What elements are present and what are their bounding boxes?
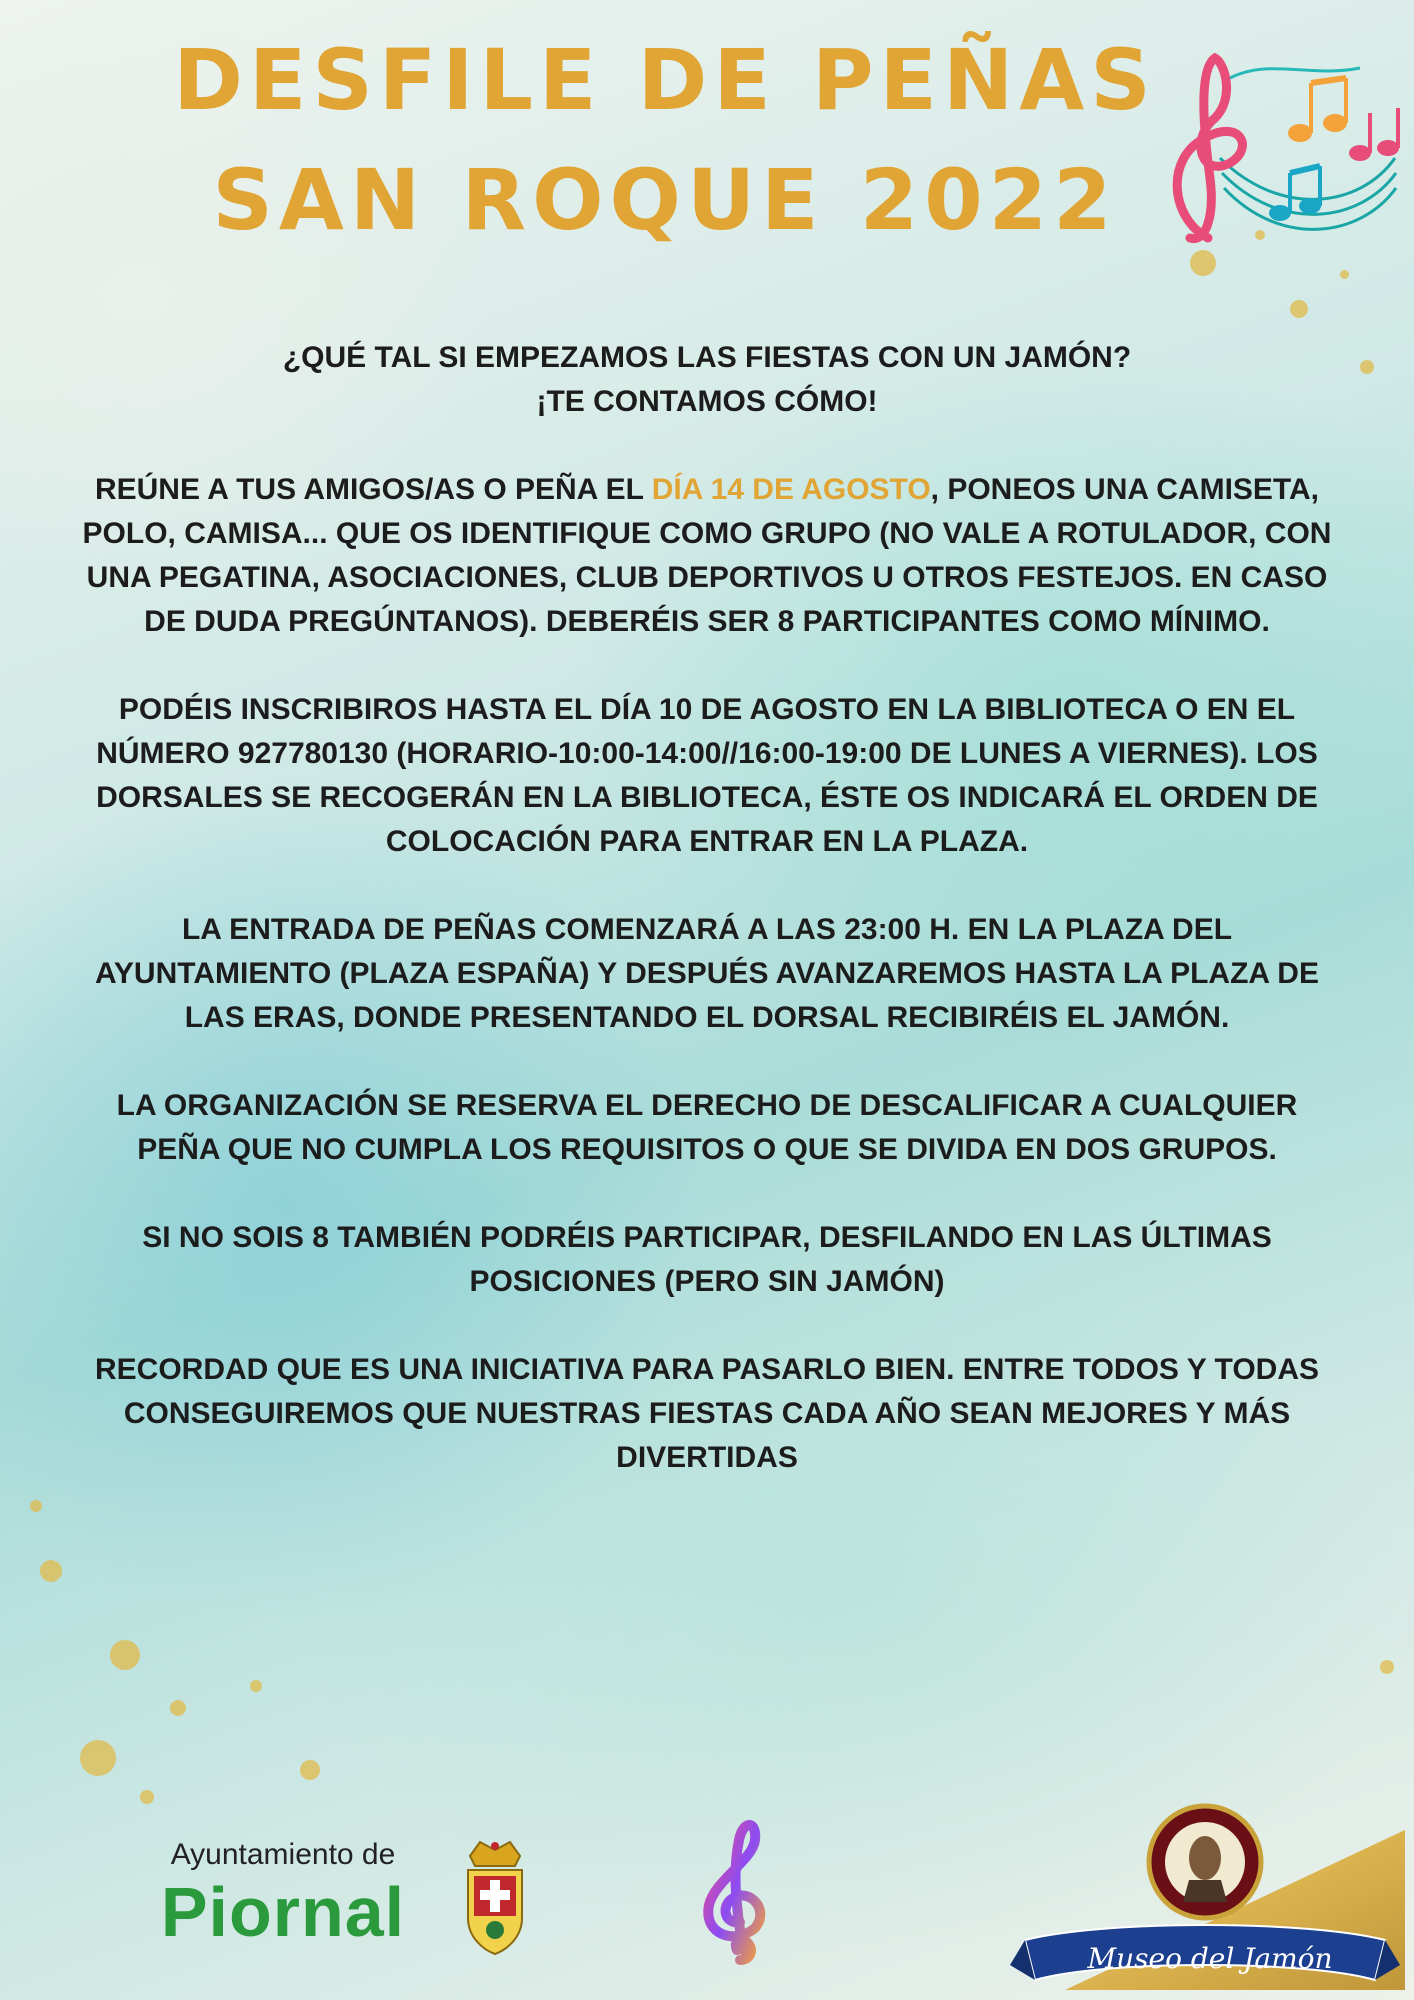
intro-paragraph: [80, 336, 1334, 424]
museo-del-jamon-logo: [1005, 1790, 1405, 1990]
schedule-paragraph: LA ENTRADA DE PEÑAS COMENZARÁ A LAS 23:00 H. EN LA PLAZA DEL AYUNTAMIENTO (PLAZA ESPAÑA) Y DESPUÉS AVANZAREMOS HASTA LA PLAZA DE LAS ERAS, DONDE PRESENTANDO EL DORSAL RECIBIRÉIS EL JAMÓN.: [95, 913, 1319, 1034]
intro-line-1: ¿QUÉ TAL SI EMPEZAMOS LAS FIESTAS CON UN JAMÓN?: [282, 341, 1132, 374]
treble-clef-icon: [695, 1810, 775, 1970]
ayuntamiento-logo: [118, 1838, 448, 1952]
closing-paragraph: RECORDAD QUE ES UNA INICIATIVA PARA PASARLO BIEN. ENTRE TODOS Y TODAS CONSEGUIREMOS QUE NUESTRAS FIESTAS CADA AÑO SEAN MEJORES Y MÁS DIVERTIDAS: [94, 1353, 1319, 1474]
museo-label: Museo del Jamón: [1087, 1942, 1333, 1975]
page-title: [170, 20, 1160, 260]
instructions-paragraph: [80, 468, 1334, 644]
rules-paragraph: LA ORGANIZACIÓN SE RESERVA EL DERECHO DE DESCALIFICAR A CUALQUIER PEÑA QUE NO CUMPLA LOS REQUISITOS O QUE SE DIVIDA EN DOS GRUPOS.: [116, 1089, 1298, 1166]
registration-paragraph: PODÉIS INSCRIBIROS HASTA EL DÍA 10 DE AGOSTO EN LA BIBLIOTECA O EN EL NÚMERO 927780130 (HORARIO-10:00-14:00//16:00-19:00 DE LUNES A VIERNES). LOS DORSALES SE RECOGERÁN EN LA BIBLIOTECA, ÉSTE OS INDICARÁ EL ORDEN DE COLOCACIÓN PARA ENTRAR EN LA PLAZA.: [96, 693, 1318, 858]
title-text: DESFILE DE PEÑAS SAN ROQUE 2022: [173, 31, 1157, 249]
instructions-text-before: REÚNE A TUS AMIGOS/AS O PEÑA EL: [94, 473, 652, 506]
ayuntamiento-label: Ayuntamiento de: [170, 1838, 396, 1871]
small-groups-paragraph: SI NO SOIS 8 TAMBIÉN PODRÉIS PARTICIPAR, DESFILANDO EN LAS ÚLTIMAS POSICIONES (PERO SIN JAMÓN): [142, 1221, 1272, 1298]
music-notes-icon: [1160, 38, 1400, 258]
main-text: [80, 336, 1334, 1524]
event-date-highlight: DÍA 14 DE AGOSTO: [651, 473, 931, 506]
ayuntamiento-name: Piornal: [160, 1873, 406, 1951]
coat-of-arms-icon: [460, 1838, 530, 1958]
instructions-text-after: , PONEOS UNA CAMISETA, POLO, CAMISA... QUE OS IDENTIFIQUE COMO GRUPO (NO VALE A ROTULADOR, CON UNA PEGATINA, ASOCIACIONES, CLUB DEPORTIVOS U OTROS FESTEJOS. EN CASO DE DUDA PREGÚNTANOS). DEBERÉIS SER 8 PARTICIPANTES COMO MÍNIMO.: [82, 473, 1332, 638]
intro-line-2: ¡TE CONTAMOS CÓMO!: [536, 385, 878, 418]
